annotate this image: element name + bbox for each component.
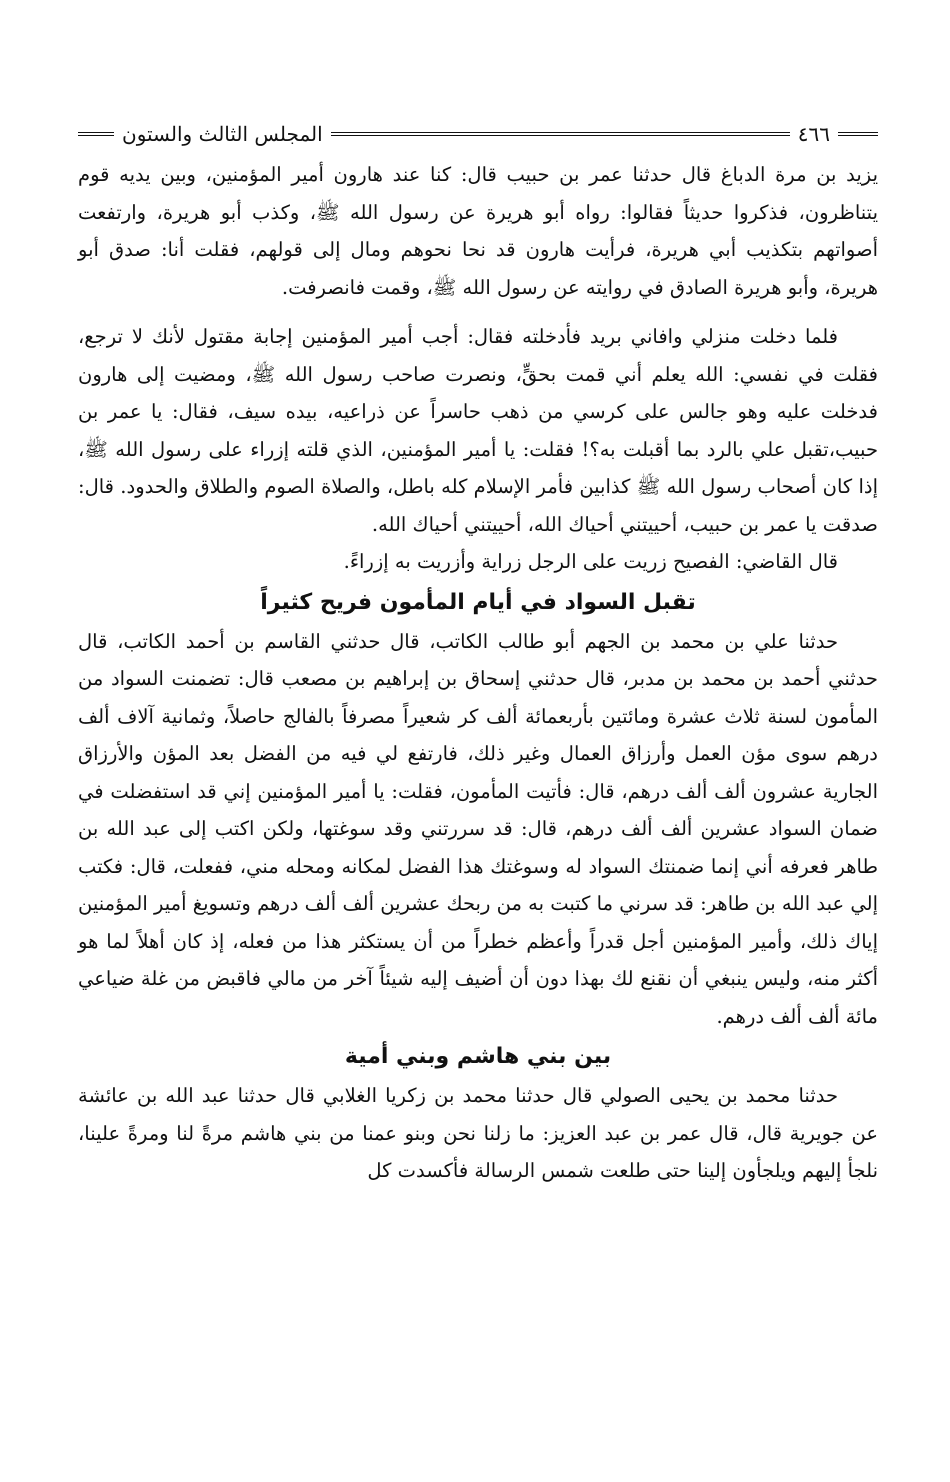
paragraph: حدثنا علي بن محمد بن الجهم أبو طالب الكاتب، قال حدثني القاسم بن أحمد الكاتب، قال حدثني أحمد بن محمد بن مدبر، قال حدثني إسحاق بن إبراهيم بن مصعب قال: تضمنت السواد من المأمون لسنة ثلاث عشرة ومائتين بأربعمائة ألف كر شعيراً مصرفاً بالفالج حاصلاً، وثمانية آلاف ألف درهم سوى مؤن العمل وأرزاق العمال وغير ذلك، فارتفع لي فيه من الفضل بعد المؤن والأرزاق الجارية عشرون ألف ألف درهم، قال: فأتيت المأمون، فقلت: يا أمير المؤمنين إني قد استفضلت في ضمان السواد عشرين ألف ألف درهم، قال: قد سررتني وقد سوغتها، ولكن اكتب إلى عبد الله بن طاهر فعرفه أني إنما ضمنتك السواد له وسوغتك هذا الفضل لمكانه ومحله مني، ففعلت، قال: فكتب إلي عبد الله بن طاهر: قد سرني ما كتبت به من ربحك عشرين ألف ألف درهم وتسويغ أمير المؤمنين إياك ذلك، وأمير المؤمنين أجل قدراً وأعظم خطراً من أن يستكثر هذا من فعله، إذ كان أهلاً لما هو أكثر منه، وليس ينبغي أن نقنع لك بهذا دون أن أضيف إليه شيئاً آخر من مالي فاقبض من غلة ضياعي مائة ألف ألف درهم. [78,629,878,1028]
paragraph-continuation: يزيد بن مرة الدباغ قال حدثنا عمر بن حبيب قال: كنا عند هارون أمير المؤمنين، وبين يديه قوم يتناظرون، فذكروا حديثاً فقالوا: رواه أبو هريرة عن رسول الله ﷺ، وكذب أبو هريرة، وارتفعت أصواتهم بتكذيب أبي هريرة، فرأيت هارون قد نحا نحوهم ومال إلى قولهم، فقلت أنا: صدق أبو هريرة، وأبو هريرة الصادق في روايته عن رسول الله ﷺ، وقمت فانصرفت. [78,163,878,299]
running-header [78,118,878,150]
chapter-title: المجلس الثالث والستون [122,122,323,146]
section-heading: بين بني هاشم وبني أمية [344,1044,612,1069]
header-rule-middle [331,132,790,136]
section-heading: تقبل السواد في أيام المأمون فريح كثيراً [260,589,696,615]
book-page [78,118,878,1190]
header-rule-end [838,132,878,136]
paragraph: فلما دخلت منزلي وافاني بريد فأدخلته فقال: أجب أمير المؤمنين إجابة مقتول لأنك لا ترجع، فقلت في نفسي: الله يعلم أني قمت بحقٍّ، ونصرت صاحب رسول الله ﷺ، ومضيت إلى هارون فدخلت عليه وهو جالس على كرسي من ذهب حاسراً عن ذراعيه، بيده سيف، فقال: يا عمر بن حبيب،تقبل علي بالرد بما أقبلت به؟! فقلت: يا أمير المؤمنين، الذي قلته إزراء على رسول الله ﷺ، إذا كان أصحاب رسول الله ﷺ كذابين فأمر الإسلام كله باطل، والصلاة الصوم والطلاق والحدود. قال: صدقت يا عمر بن حبيب، أحييتني أحياك الله، أحييتني أحياك الله. [78,325,878,536]
paragraph: حدثنا محمد بن يحيى الصولي قال حدثنا محمد بن زكريا الغلابي قال حدثنا عبد الله بن عائشة عن جويرية قال، قال عمر بن عبد العزيز: ما زلنا نحن وبنو عمنا من بني هاشم مرةً لنا ومرةً علينا، نلجأ إليهم ويلجأون إلينا حتى طلعت شمس الرسالة فأكسدت كل [78,1084,878,1182]
page-number: ٤٦٦ [797,122,830,146]
header-rule-start [78,132,114,136]
paragraph-note: قال القاضي: الفصيح زريت على الرجل زراية وأزريت به إزراءً. [343,550,838,573]
